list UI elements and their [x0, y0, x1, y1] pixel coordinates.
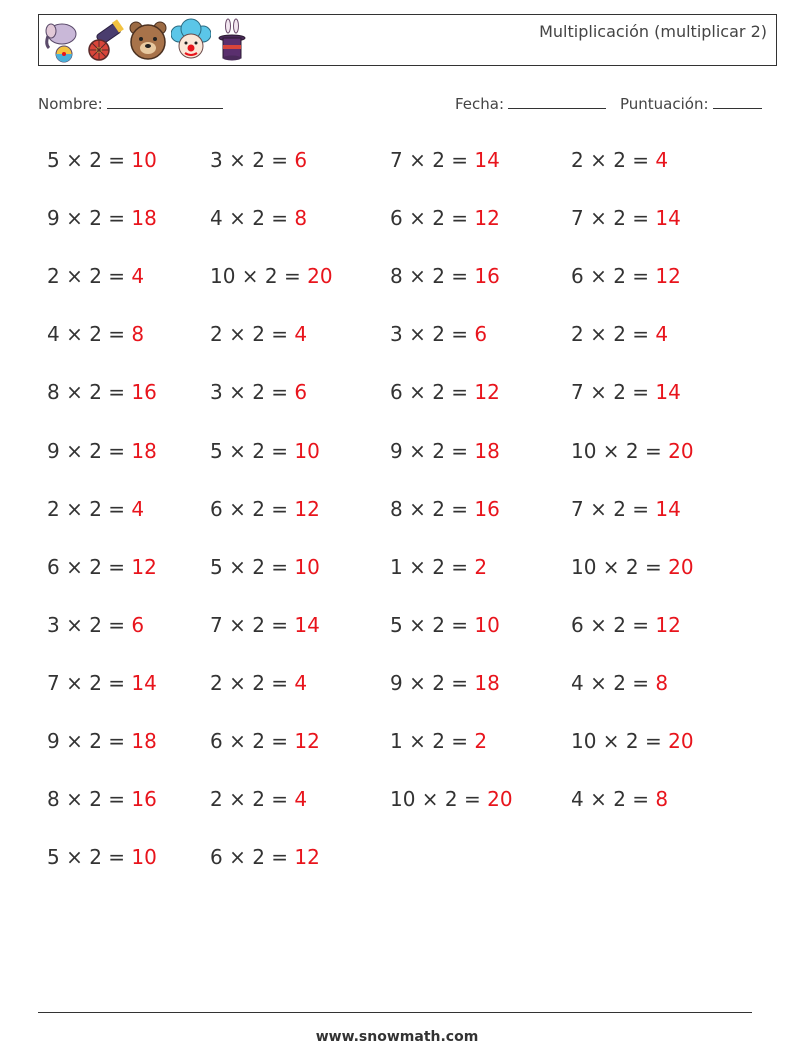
problem-answer: 18: [131, 438, 157, 463]
bear-face-icon: [129, 18, 167, 64]
header-icons: [43, 17, 249, 65]
problem-equation: 4 × 2 =: [210, 206, 295, 231]
problem-answer: 4: [294, 322, 308, 347]
problem-equation: 10 × 2 =: [210, 264, 308, 289]
problem-answer: 8: [655, 787, 669, 812]
problem-equation: 6 × 2 =: [571, 264, 656, 289]
problem-equation: 7 × 2 =: [210, 612, 295, 637]
problem-item: [571, 671, 668, 695]
problem-answer: 16: [474, 264, 500, 289]
problem-equation: 8 × 2 =: [390, 264, 475, 289]
problem-answer: 12: [474, 206, 500, 231]
problem-item: [210, 380, 307, 404]
problem-equation: 5 × 2 =: [390, 612, 475, 637]
problem-item: [47, 845, 157, 869]
problem-answer: 18: [474, 438, 500, 463]
problem-equation: 10 × 2 =: [571, 554, 669, 579]
problem-item: [210, 729, 320, 753]
problem-equation: 2 × 2 =: [571, 322, 656, 347]
problem-equation: 7 × 2 =: [571, 206, 656, 231]
problem-answer: 2: [474, 554, 488, 579]
problem-item: [210, 439, 320, 463]
problem-item: [47, 206, 157, 230]
score-field: [620, 94, 762, 113]
name-blank: [107, 94, 223, 109]
problem-answer: 12: [655, 264, 681, 289]
problem-item: [390, 264, 500, 288]
problem-item: [47, 439, 157, 463]
problem-equation: 6 × 2 =: [210, 729, 295, 753]
problem-equation: 9 × 2 =: [390, 670, 475, 695]
name-field: [38, 94, 223, 113]
problem-item: [390, 613, 500, 637]
problem-item: [47, 555, 157, 579]
problem-item: [571, 148, 668, 172]
problem-answer: 12: [294, 729, 320, 753]
problem-answer: 20: [668, 438, 694, 463]
problem-equation: 5 × 2 =: [47, 845, 132, 870]
problem-answer: 18: [131, 206, 157, 231]
problem-answer: 14: [474, 148, 500, 172]
problem-equation: 2 × 2 =: [210, 322, 295, 347]
problem-equation: 2 × 2 =: [210, 787, 295, 812]
problem-item: [571, 206, 681, 230]
worksheet-header: [38, 14, 777, 66]
problem-answer: 20: [668, 729, 694, 753]
problem-item: [571, 729, 694, 753]
problem-answer: 12: [131, 554, 157, 579]
problem-equation: 3 × 2 =: [47, 612, 132, 637]
clown-face-icon: [171, 18, 211, 64]
problem-answer: 18: [131, 729, 157, 753]
problem-item: [571, 555, 694, 579]
problem-item: [390, 787, 513, 811]
problem-equation: 10 × 2 =: [390, 787, 488, 812]
problem-item: [571, 613, 681, 637]
problem-equation: 10 × 2 =: [571, 729, 669, 753]
problem-answer: 8: [655, 670, 669, 695]
problem-item: [390, 729, 487, 753]
problem-equation: 2 × 2 =: [47, 264, 132, 289]
problem-item: [210, 206, 307, 230]
problem-answer: 4: [294, 670, 308, 695]
problem-item: [210, 555, 320, 579]
problem-answer: 6: [131, 612, 145, 637]
problem-answer: 20: [487, 787, 513, 812]
problem-item: [210, 322, 307, 346]
problem-item: [47, 729, 157, 753]
problem-answer: 6: [474, 322, 488, 347]
problem-answer: 10: [131, 845, 157, 870]
date-label: Fecha:: [455, 95, 505, 113]
problem-item: [571, 380, 681, 404]
problem-equation: 9 × 2 =: [47, 206, 132, 231]
problem-item: [390, 671, 500, 695]
date-blank: [508, 94, 606, 109]
problem-answer: 10: [131, 148, 157, 172]
problem-answer: 14: [131, 670, 157, 695]
problem-equation: 3 × 2 =: [210, 148, 295, 172]
problem-equation: 7 × 2 =: [390, 148, 475, 172]
circus-cannon-icon: [85, 18, 125, 64]
problem-item: [390, 148, 500, 172]
problem-equation: 6 × 2 =: [210, 845, 295, 870]
problem-item: [47, 671, 157, 695]
problem-equation: 6 × 2 =: [390, 380, 475, 405]
problem-answer: 6: [294, 380, 308, 405]
problem-answer: 10: [294, 554, 320, 579]
problem-item: [390, 497, 500, 521]
problem-answer: 16: [131, 380, 157, 405]
problem-item: [390, 206, 500, 230]
elephant-on-ball-icon: [43, 18, 81, 64]
problem-item: [571, 497, 681, 521]
problem-equation: 7 × 2 =: [571, 380, 656, 405]
problem-answer: 4: [655, 148, 669, 172]
problem-item: [47, 322, 144, 346]
problem-equation: 10 × 2 =: [571, 438, 669, 463]
problem-answer: 8: [131, 322, 145, 347]
problem-answer: 14: [655, 380, 681, 405]
problem-answer: 12: [655, 612, 681, 637]
problem-equation: 6 × 2 =: [47, 554, 132, 579]
magic-hat-rabbit-icon: [215, 18, 249, 64]
problem-equation: 8 × 2 =: [47, 380, 132, 405]
problem-answer: 12: [294, 845, 320, 870]
problem-item: [210, 148, 307, 172]
problem-answer: 12: [474, 380, 500, 405]
problem-answer: 16: [474, 496, 500, 521]
problem-equation: 5 × 2 =: [210, 438, 295, 463]
problem-equation: 7 × 2 =: [571, 496, 656, 521]
problem-equation: 2 × 2 =: [571, 148, 656, 172]
problem-equation: 3 × 2 =: [210, 380, 295, 405]
date-field: [455, 94, 606, 113]
name-label: Nombre:: [38, 95, 103, 113]
problem-answer: 18: [474, 670, 500, 695]
problem-equation: 5 × 2 =: [210, 554, 295, 579]
problem-answer: 16: [131, 787, 157, 812]
problem-item: [47, 613, 144, 637]
footer-divider: [38, 1012, 752, 1013]
problem-item: [390, 380, 500, 404]
problem-answer: 8: [294, 206, 308, 231]
problem-equation: 8 × 2 =: [390, 496, 475, 521]
problem-item: [390, 439, 500, 463]
problem-answer: 14: [655, 206, 681, 231]
problem-item: [571, 439, 694, 463]
problem-item: [390, 322, 487, 346]
problem-answer: 2: [474, 729, 488, 753]
problem-answer: 14: [655, 496, 681, 521]
problem-answer: 10: [474, 612, 500, 637]
problem-answer: 4: [655, 322, 669, 347]
problem-answer: 20: [668, 554, 694, 579]
problem-answer: 4: [131, 264, 145, 289]
problem-item: [47, 787, 157, 811]
problem-equation: 1 × 2 =: [390, 729, 475, 753]
problem-item: [47, 380, 157, 404]
problem-item: [210, 613, 320, 637]
problem-answer: 4: [294, 787, 308, 812]
problem-equation: 7 × 2 =: [47, 670, 132, 695]
problem-equation: 5 × 2 =: [47, 148, 132, 172]
problem-answer: 14: [294, 612, 320, 637]
footer-url: www.snowmath.com: [315, 1029, 479, 1045]
problem-item: [210, 845, 320, 869]
problem-item: [47, 148, 157, 172]
problem-equation: 6 × 2 =: [390, 206, 475, 231]
problem-item: [571, 322, 668, 346]
worksheet-title: Multiplicación (multiplicar 2): [539, 22, 767, 41]
problem-equation: 2 × 2 =: [210, 670, 295, 695]
problem-equation: 6 × 2 =: [571, 612, 656, 637]
problem-item: [571, 264, 681, 288]
problem-item: [210, 787, 307, 811]
score-blank: [713, 94, 762, 109]
problem-answer: 4: [131, 496, 145, 521]
problem-equation: 9 × 2 =: [47, 438, 132, 463]
problem-answer: 12: [294, 496, 320, 521]
problem-answer: 20: [307, 264, 333, 289]
problem-answer: 10: [294, 438, 320, 463]
problem-item: [390, 555, 487, 579]
problem-equation: 9 × 2 =: [47, 729, 132, 753]
problem-item: [210, 497, 320, 521]
problem-equation: 1 × 2 =: [390, 554, 475, 579]
problem-equation: 8 × 2 =: [47, 787, 132, 812]
problem-equation: 4 × 2 =: [571, 670, 656, 695]
problem-equation: 9 × 2 =: [390, 438, 475, 463]
score-label: Puntuación:: [620, 95, 709, 113]
problem-equation: 6 × 2 =: [210, 496, 295, 521]
problem-item: [47, 264, 144, 288]
problem-item: [210, 671, 307, 695]
problem-equation: 4 × 2 =: [571, 787, 656, 812]
problem-equation: 4 × 2 =: [47, 322, 132, 347]
problem-equation: 2 × 2 =: [47, 496, 132, 521]
problem-item: [210, 264, 333, 288]
problem-item: [571, 787, 668, 811]
problem-item: [47, 497, 144, 521]
problem-equation: 3 × 2 =: [390, 322, 475, 347]
problem-answer: 6: [294, 148, 308, 172]
